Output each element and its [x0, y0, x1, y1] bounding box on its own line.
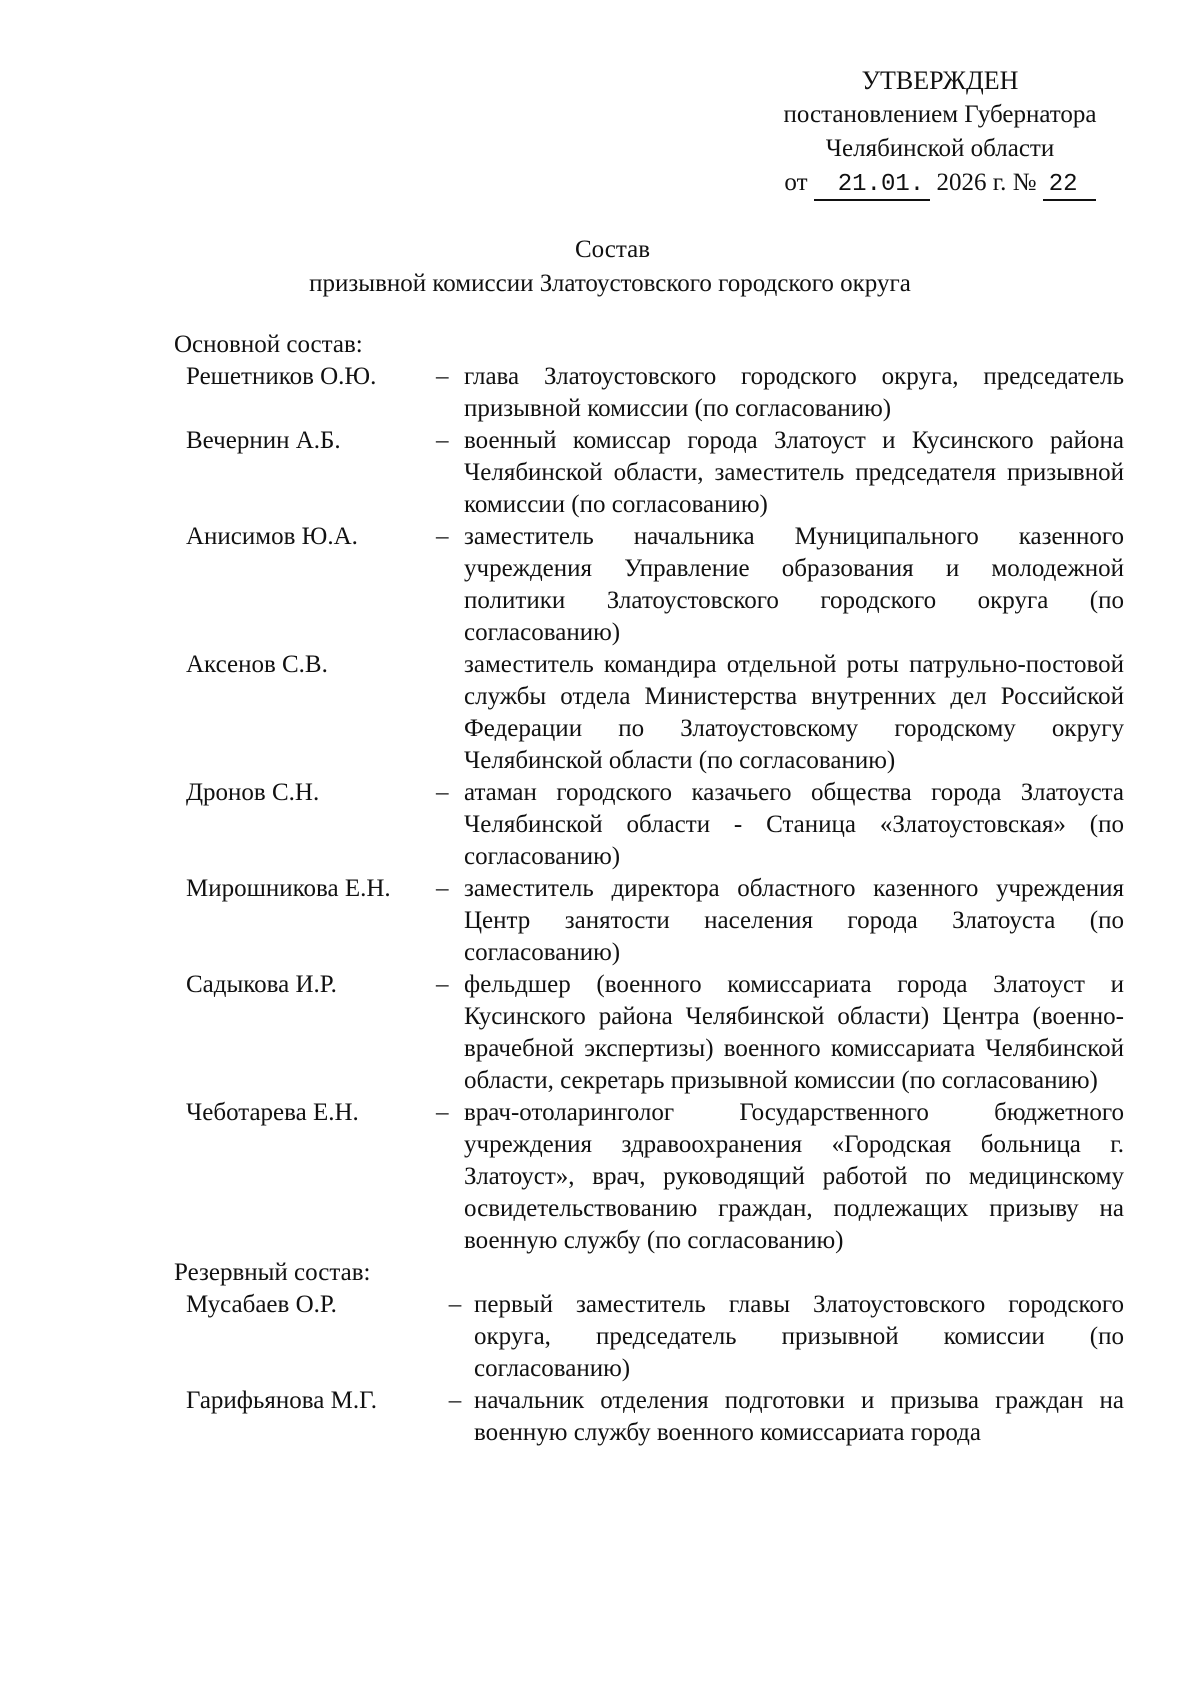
member-name: Мирошникова Е.Н.	[186, 875, 391, 902]
member-description: атаман городского казачьего общества города Златоуста Челябинской области - Станица «Златоустовская» (по согласованию)	[464, 779, 1124, 870]
main-section-heading: Основной состав:	[174, 331, 363, 358]
member-name: Решетников О.Ю.	[186, 363, 377, 390]
member-name: Аксенов С.В.	[186, 651, 328, 678]
member-dash: –	[436, 363, 449, 390]
member-dash: –	[448, 1291, 462, 1318]
member-name: Гарифьянова М.Г.	[186, 1387, 377, 1414]
year-suffix: 2026 г. №	[936, 169, 1037, 196]
member-description: военный комиссар города Златоуст и Кусинского района Челябинской области, заместитель председателя призывной комиссии (по согласованию)	[464, 427, 1124, 518]
member-row	[174, 649, 1124, 777]
member-row	[174, 873, 1124, 969]
member-row	[174, 969, 1124, 1097]
decree-number: 22	[1043, 171, 1096, 201]
member-row	[174, 361, 1124, 425]
member-description: врач-отоларинголог Государственного бюджетного учреждения здравоохранения «Городская больница г. Златоуст», врач, руководящий работой по медицинскому освидетельствованию граждан, подлежащих призыву на военную службу (по согласованию)	[464, 1099, 1124, 1254]
member-row	[174, 425, 1124, 521]
member-description: начальник отделения подготовки и призыва граждан на военную службу военного комиссариата города	[474, 1387, 1124, 1446]
date-prefix: от	[784, 169, 808, 196]
reserve-section-heading: Резервный состав:	[174, 1259, 371, 1286]
member-name: Анисимов Ю.А.	[186, 523, 358, 550]
member-dash: –	[436, 427, 449, 454]
member-description: заместитель начальника Муниципального казенного учреждения Управление образования и молодежной политики Златоустовского городского округа (по согласованию)	[464, 523, 1124, 646]
main-members-list	[174, 361, 1124, 1257]
approval-date-line	[745, 166, 1135, 201]
member-name: Садыкова И.Р.	[186, 971, 337, 998]
title-line-1: Состав	[574, 236, 651, 263]
member-dash: –	[436, 971, 449, 998]
member-dash: –	[436, 779, 449, 806]
member-description: фельдшер (военного комиссариата города Златоуст и Кусинского района Челябинской области) Центра (военно-врачебной экспертизы) военного комиссариата Челябинской области, секретарь призывной комиссии (по согласованию)	[464, 971, 1124, 1094]
member-description: глава Златоустовского городского округа, председатель призывной комиссии (по согласованию)	[464, 363, 1124, 422]
member-description: заместитель директора областного казенного учреждения Центр занятости населения города Златоуста (по согласованию)	[464, 875, 1124, 966]
member-name: Вечернин А.Б.	[186, 427, 341, 454]
approval-line-region: Челябинской области	[825, 135, 1055, 162]
member-name: Чеботарева Е.Н.	[186, 1099, 359, 1126]
member-description: первый заместитель главы Златоустовского городского округа, председатель призывной комиссии (по согласованию)	[474, 1291, 1124, 1382]
member-row	[174, 1097, 1124, 1257]
approval-line-decree: постановлением Губернатора	[783, 101, 1097, 128]
member-dash: –	[436, 523, 449, 550]
document-title	[0, 233, 1200, 301]
member-dash: –	[436, 875, 449, 902]
member-row	[174, 1289, 1124, 1385]
member-row	[174, 777, 1124, 873]
member-row	[174, 521, 1124, 649]
member-dash: –	[448, 1387, 462, 1414]
commission-list	[174, 329, 1124, 1449]
member-name: Дронов С.Н.	[186, 779, 320, 806]
reserve-members-list	[174, 1289, 1124, 1449]
member-name: Мусабаев О.Р.	[186, 1291, 337, 1318]
approval-block	[745, 64, 1135, 201]
title-line-2: призывной комиссии Златоустовского городского округа	[309, 270, 911, 297]
member-dash: –	[436, 1099, 449, 1126]
date-value: 21.01.	[814, 171, 930, 201]
member-row	[174, 1385, 1124, 1449]
member-description: заместитель командира отдельной роты патрульно-постовой службы отдела Министерства внутренних дел Российской Федерации по Златоустовскому городскому округу Челябинской области (по согласованию)	[464, 651, 1124, 774]
approval-heading: УТВЕРЖДЕН	[861, 66, 1019, 95]
